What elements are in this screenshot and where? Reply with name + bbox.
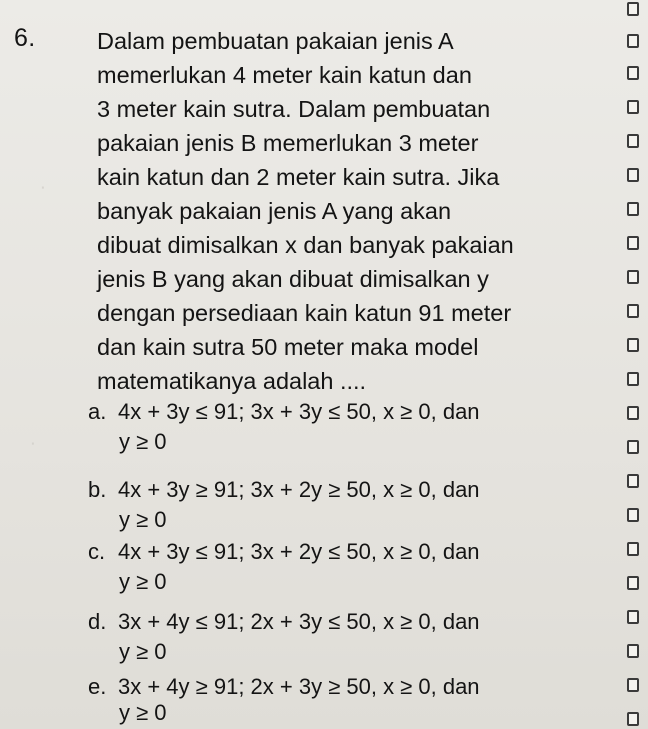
binding-hole-icon	[627, 712, 639, 726]
binding-hole-icon	[627, 304, 639, 318]
binding-hole-icon	[627, 236, 639, 250]
option-text-line2: y ≥ 0	[119, 639, 167, 664]
stem-line: kain katun dan 2 meter kain sutra. Jika	[97, 164, 500, 190]
binding-hole-icon	[627, 2, 639, 16]
stem-line: dan kain sutra 50 meter maka model	[97, 334, 479, 360]
stem-line: matematikanya adalah ....	[97, 368, 367, 394]
option-text-line2: y ≥ 0	[119, 507, 167, 532]
binding-hole-icon	[627, 576, 639, 590]
binding-hole-icon	[627, 508, 639, 522]
option-letter: b.	[88, 477, 107, 502]
option-text-line2: y ≥ 0	[119, 700, 167, 725]
binding-hole-icon	[627, 678, 639, 692]
stem-line: Dalam pembuatan pakaian jenis A	[97, 28, 454, 54]
binding-hole-icon	[627, 440, 639, 454]
stem-line: pakaian jenis B memerlukan 3 meter	[97, 130, 479, 156]
binding-hole-icon	[627, 338, 639, 352]
binding-hole-icon	[627, 100, 639, 114]
question-number: 6.	[14, 24, 36, 52]
binding-hole-icon	[627, 610, 639, 624]
stem-line: 3 meter kain sutra. Dalam pembuatan	[97, 96, 491, 122]
question-stem	[97, 24, 617, 398]
binding-hole-icon	[627, 202, 639, 216]
option-letter: d.	[88, 609, 107, 634]
option-text-line1: 4x + 3y ≤ 91; 3x + 2y ≤ 50, x ≥ 0, dan	[118, 539, 480, 564]
stem-line: banyak pakaian jenis A yang akan	[97, 198, 452, 224]
binding-hole-icon	[627, 644, 639, 658]
stem-line: dibuat dimisalkan x dan banyak pakaian	[97, 232, 514, 258]
show-through-ghost-1: ∙	[40, 176, 46, 198]
option-text-line2: y ≥ 0	[119, 429, 167, 454]
binding-hole-icon	[627, 270, 639, 284]
stem-line: memerlukan 4 meter kain katun dan	[97, 62, 472, 88]
binding-hole-icon	[627, 34, 639, 48]
option-text-line1: 3x + 4y ≤ 91; 2x + 3y ≤ 50, x ≥ 0, dan	[118, 609, 480, 634]
option-text-line1: 3x + 4y ≥ 91; 2x + 3y ≥ 50, x ≥ 0, dan	[118, 674, 480, 699]
stem-line: dengan persediaan kain katun 91 meter	[97, 300, 512, 326]
option-text-line2: y ≥ 0	[119, 569, 167, 594]
option-text-line1: 4x + 3y ≤ 91; 3x + 3y ≤ 50, x ≥ 0, dan	[118, 399, 480, 424]
binding-hole-icon	[627, 372, 639, 386]
binding-hole-icon	[627, 542, 639, 556]
spiral-binding	[626, 0, 640, 729]
show-through-ghost-2: ∙	[30, 432, 36, 454]
option-letter: c.	[88, 539, 106, 564]
binding-hole-icon	[627, 406, 639, 420]
binding-hole-icon	[627, 134, 639, 148]
binding-hole-icon	[627, 168, 639, 182]
option-text-line1: 4x + 3y ≥ 91; 3x + 2y ≥ 50, x ≥ 0, dan	[118, 477, 480, 502]
binding-hole-icon	[627, 474, 639, 488]
stem-line: jenis B yang akan dibuat dimisalkan y	[97, 266, 489, 292]
option-letter: e.	[88, 674, 107, 699]
binding-hole-icon	[627, 66, 639, 80]
option-letter: a.	[88, 399, 107, 424]
